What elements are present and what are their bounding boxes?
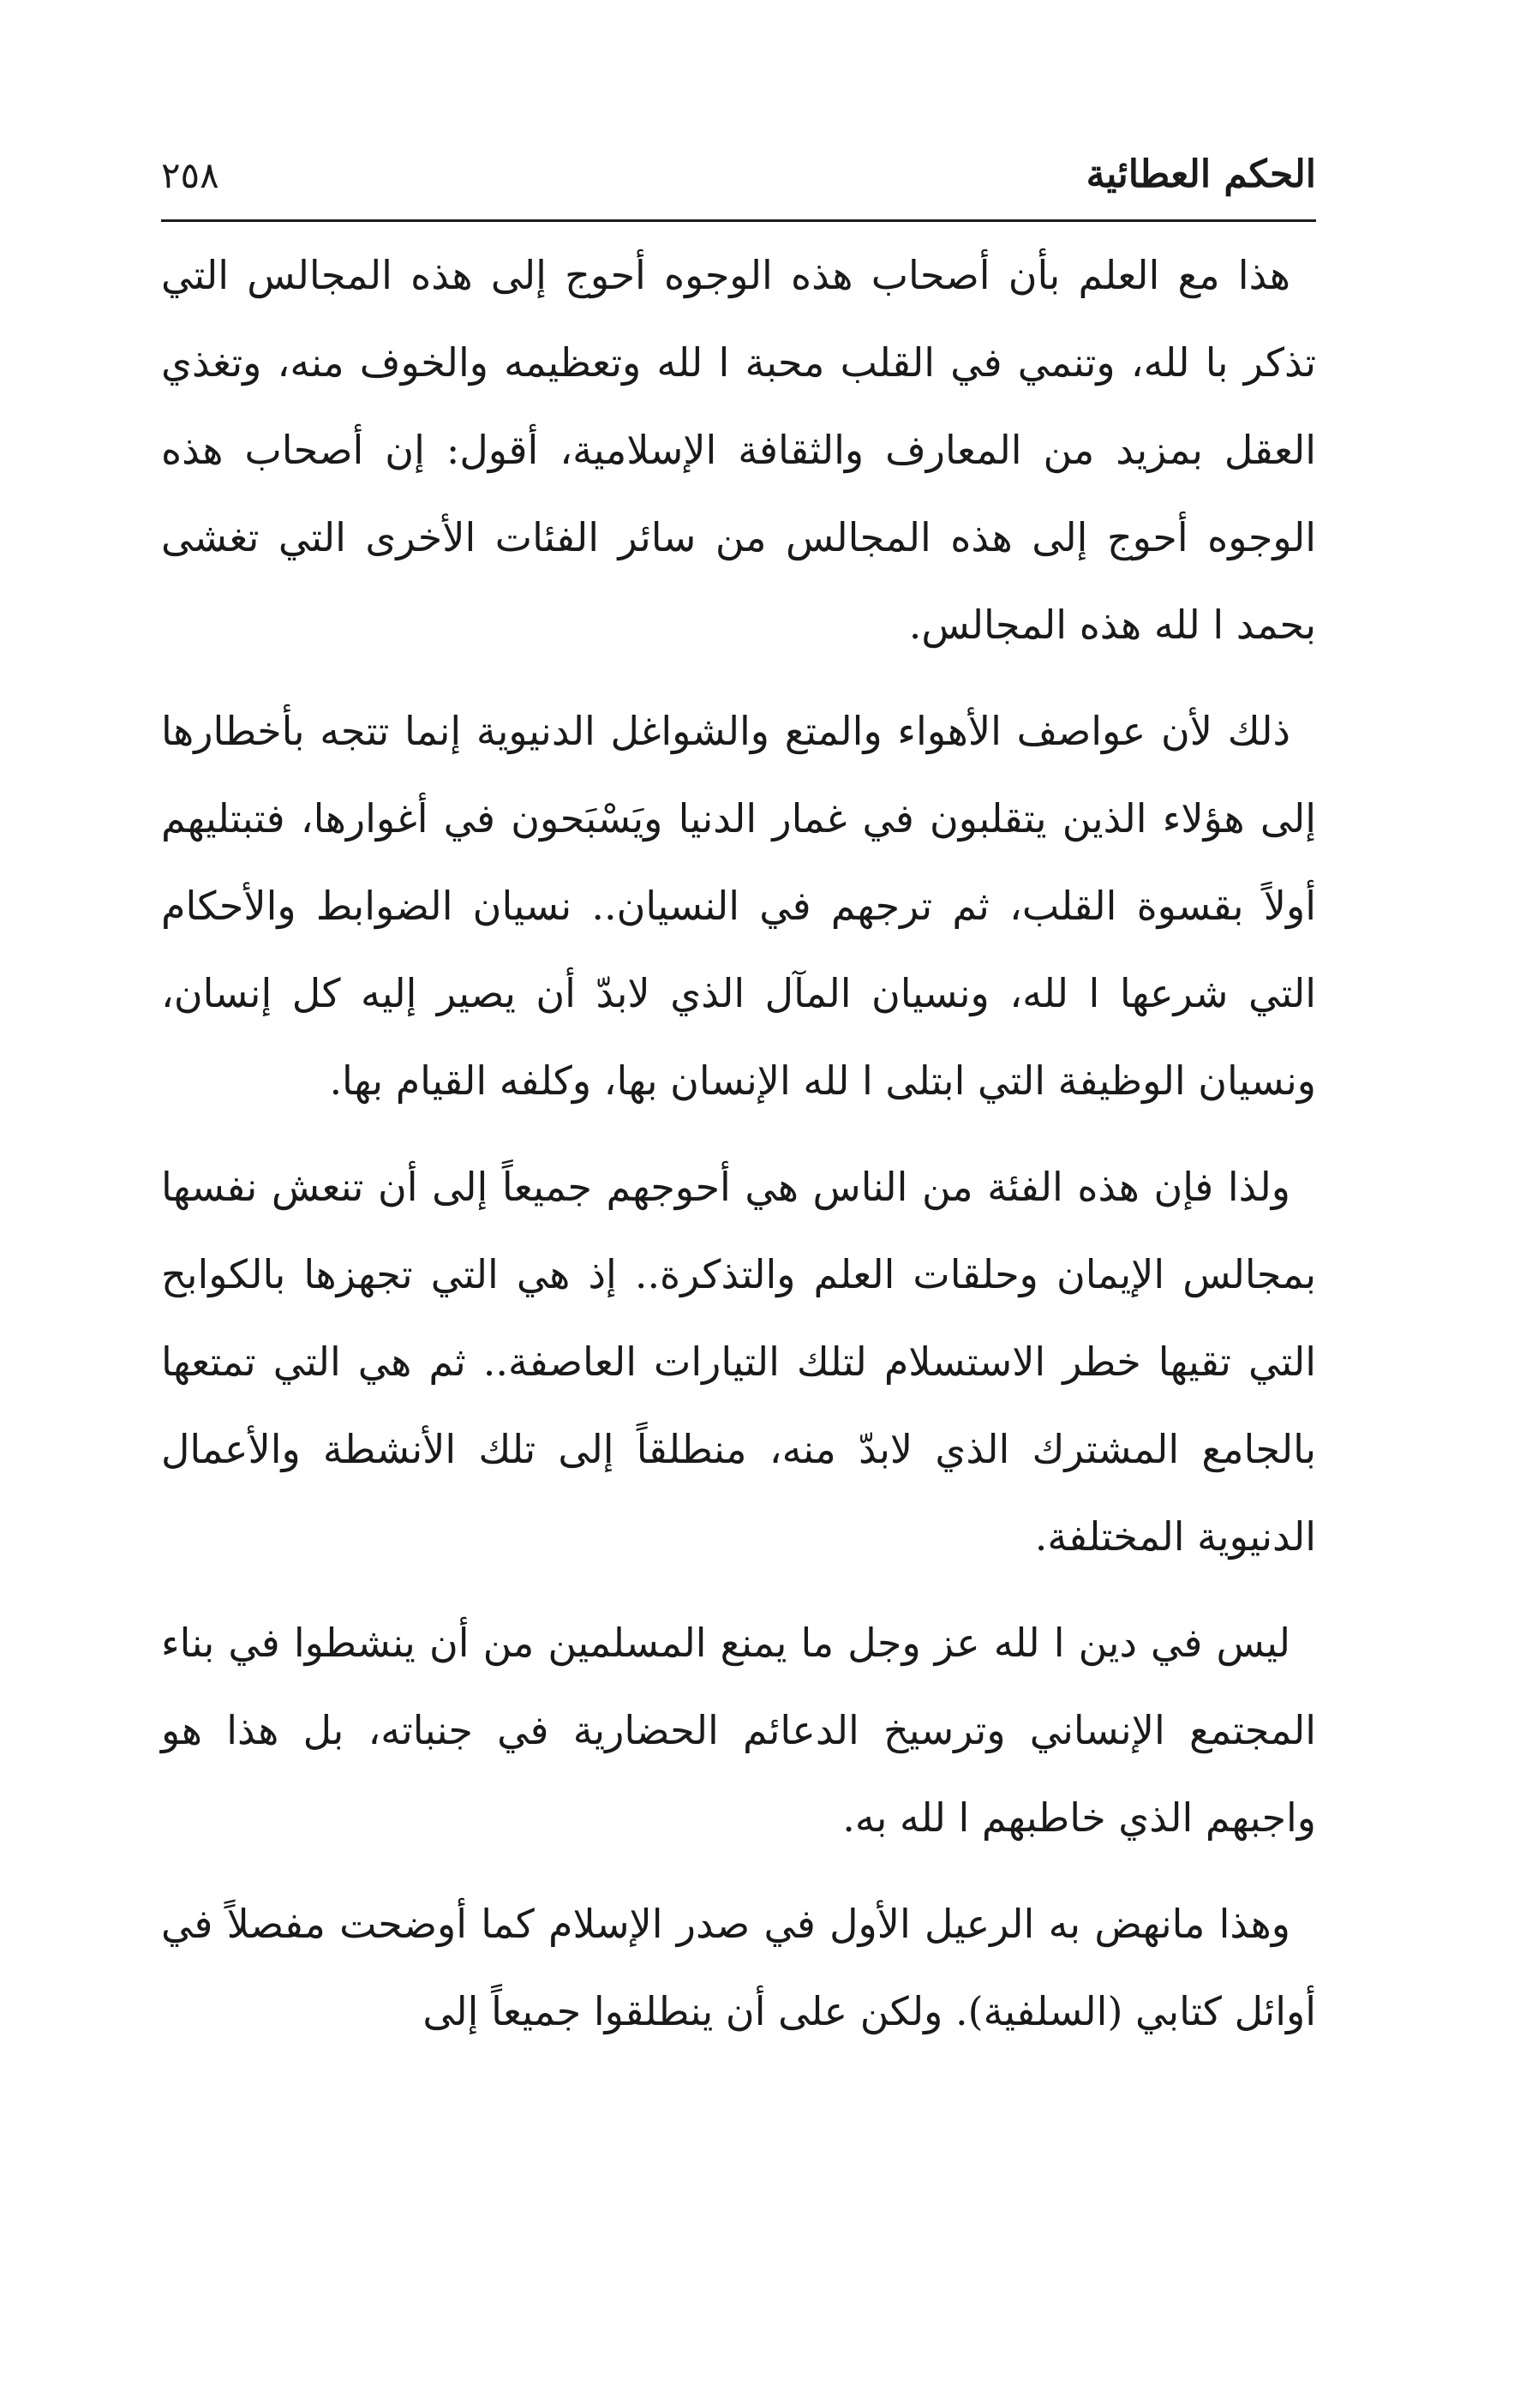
paragraph: ذلك لأن عواصف الأهواء والمتع والشواغل الدنيوية إنما تتجه بأخطارها إلى هؤلاء الذين يتقلبون في غمار الدنيا ويَسْبَحون في أغوارها، فتبتليهم أولاً بقسوة القلب، ثم ترجهم في النسيان.. نسيان الضوابط والأحكام التي شرعها ا لله، ونسيان المآل الذي لابدّ أن يصير إليه كل إنسان، ونسيان الوظيفة التي ابتلى ا لله الإنسان بها، وكلفه القيام بها. bbox=[161, 708, 1316, 1104]
running-title: الحكم العطائية bbox=[1086, 153, 1316, 196]
page-number: ٢٥٨ bbox=[161, 154, 219, 196]
header-rule bbox=[161, 219, 1316, 222]
body-text bbox=[161, 231, 1316, 2074]
paragraph: ولذا فإن هذه الفئة من الناس هي أحوجهم جميعاً إلى أن تنعش نفسها بمجالس الإيمان وحلقات العلم والتذكرة.. إذ هي التي تجهزها بالكوابح التي تقيها خطر الاستسلام لتلك التيارات العاصفة.. ثم هي التي تمتعها بالجامع المشترك الذي لابدّ منه، منطلقاً إلى تلك الأنشطة والأعمال الدنيوية المختلفة. bbox=[161, 1164, 1316, 1560]
paragraph: ليس في دين ا لله عز وجل ما يمنع المسلمين من أن ينشطوا في بناء المجتمع الإنساني وترسيخ الدعائم الحضارية في جنباته، بل هذا هو واجبهم الذي خاطبهم ا لله به. bbox=[161, 1620, 1316, 1841]
paragraph: هذا مع العلم بأن أصحاب هذه الوجوه أحوج إلى هذه المجالس التي تذكر با لله، وتنمي في القلب محبة ا لله وتعظيمه والخوف منه، وتغذي العقل بمزيد من المعارف والثقافة الإسلامية، أقول: إن أصحاب هذه الوجوه أحوج إلى هذه المجالس من سائر الفئات الأخرى التي تغشى بحمد ا لله هذه المجالس. bbox=[161, 252, 1316, 648]
page-header bbox=[161, 144, 1316, 204]
paragraph: وهذا مانهض به الرعيل الأول في صدر الإسلام كما أوضحت مفصلاً في أوائل كتابي (السلفية). ولكن على أن ينطلقوا جميعاً إلى bbox=[161, 1901, 1316, 2034]
